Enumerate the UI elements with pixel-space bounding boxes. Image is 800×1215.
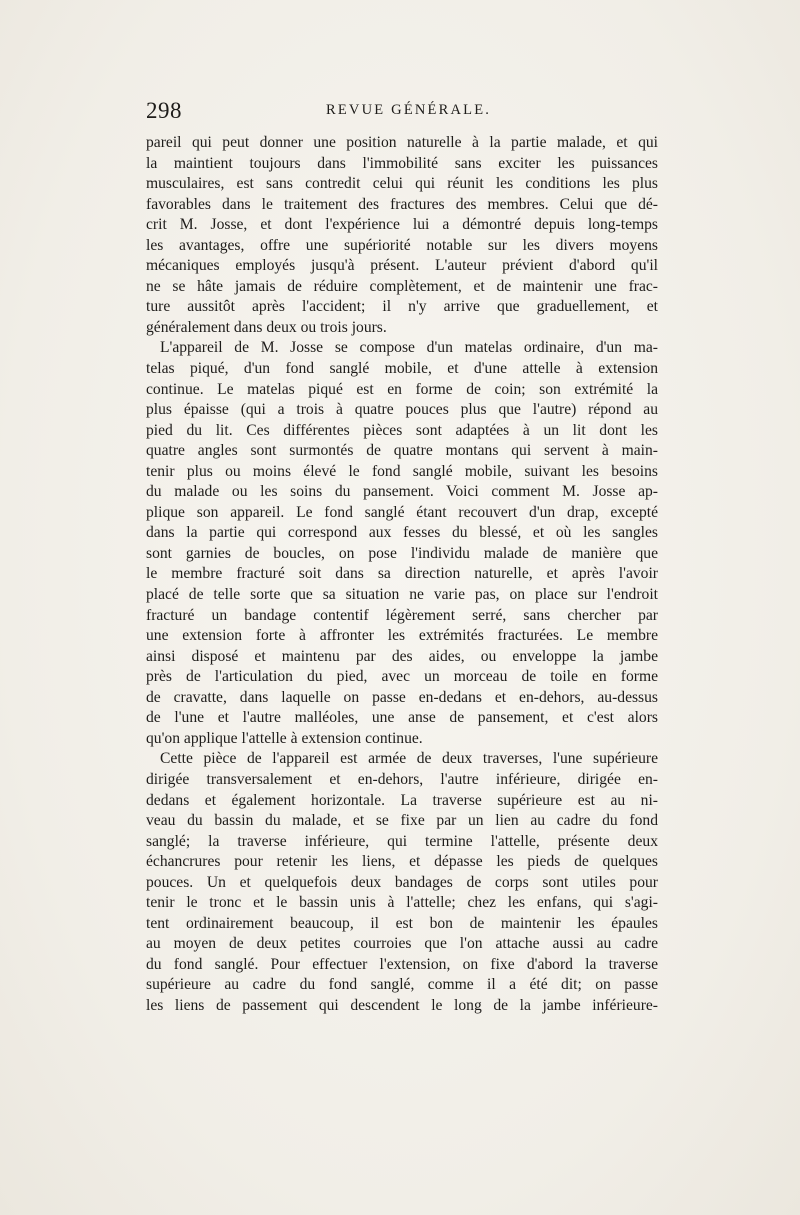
text-line: dirigée transversalement et en-dehors, l'autre inférieure, dirigée en- [146,770,658,788]
text-line: ne se hâte jamais de réduire complètement, et de maintenir une frac- [146,277,658,295]
text-line: de cravatte, dans laquelle on passe en-dedans et en-dehors, au-dessus [146,688,658,706]
text-line: du malade ou les soins du pansement. Voici comment M. Josse ap- [146,483,658,501]
text-line: plique son appareil. Le fond sanglé étant recouvert d'un drap, excepté [146,503,658,521]
text-line: crit M. Josse, et dont l'expérience lui a démontré depuis long-temps [146,216,658,234]
text-line: près de l'articulation du pied, avec un morceau de toile en forme [146,668,658,686]
text-line: généralement dans deux ou trois jours. [146,318,387,336]
text-line: du fond sanglé. Pour effectuer l'extension, on fixe d'abord la traverse [146,955,658,973]
body-text [146,133,658,1017]
text-line: de l'une et l'autre malléoles, une anse de pansement, et c'est alors [146,709,658,727]
text-line: ture aussitôt après l'accident; il n'y arrive que graduellement, et [146,298,658,316]
text-line: une extension forte à affronter les extrémités fracturées. Le membre [146,627,658,645]
text-line: fracturé un bandage contentif légèrement serré, sans chercher par [146,606,658,624]
text-line: tenir plus ou moins élevé le fond sanglé mobile, suivant les besoins [146,462,658,480]
text-line: échancrures pour retenir les liens, et dépasse les pieds de quelques [146,853,658,871]
text-line: favorables dans le traitement des fractures des membres. Celui que dé- [146,195,658,213]
text-line: continue. Le matelas piqué est en forme de coin; son extrémité la [146,380,658,398]
text-line: dans la partie qui correspond aux fesses du blessé, et où les sangles [146,524,658,542]
page-number: 298 [146,98,182,123]
text-line: supérieure au cadre du fond sanglé, comme il a été dit; on passe [146,976,658,994]
text-line: quatre angles sont surmontés de quatre montans qui servent à main- [146,442,658,460]
text-line: dedans et également horizontale. La traverse supérieure est au ni- [146,791,658,809]
text-line: les avantages, offre une supériorité notable sur les divers moyens [146,236,658,254]
text-line: sanglé; la traverse inférieure, qui termine l'attelle, présente deux [146,832,658,850]
text-line: le membre fracturé soit dans sa direction naturelle, et après l'avoir [146,565,658,583]
text-line: la maintient toujours dans l'immobilité sans exciter les puissances [146,154,658,172]
text-line: ainsi disposé et maintenu par des aides, ou enveloppe la jambe [146,647,658,665]
text-line: telas piqué, d'un fond sanglé mobile, et d'une attelle à extension [146,360,658,378]
page-header [146,98,658,128]
text-line: au moyen de deux petites courroies que l'on attache aussi au cadre [146,935,658,953]
text-line: les liens de passement qui descendent le long de la jambe inférieure- [146,996,658,1014]
text-line: tenir le tronc et le bassin unis à l'attelle; chez les enfans, qui s'agi- [146,894,658,912]
text-line: pareil qui peut donner une position naturelle à la partie malade, et qui [146,134,658,151]
text-line: veau du bassin du malade, et se fixe par un lien au cadre du fond [146,812,658,830]
text-line: musculaires, est sans contredit celui qui réunit les conditions les plus [146,175,658,193]
running-head: REVUE GÉNÉRALE. [326,102,492,118]
text-line: qu'on applique l'attelle à extension continue. [146,729,423,747]
text-line: placé de telle sorte que sa situation ne varie pas, on place sur l'endroit [146,586,658,604]
text-line: Cette pièce de l'appareil est armée de deux traverses, l'une supérieure [160,750,658,768]
text-line: pied du lit. Ces différentes pièces sont adaptées à un lit dont les [146,421,658,439]
text-line: plus épaisse (qui a trois à quatre pouces plus que l'autre) répond au [146,401,658,419]
text-line: pouces. Un et quelquefois deux bandages de corps sont utiles pour [146,873,658,891]
text-line: L'appareil de M. Josse se compose d'un matelas ordinaire, d'un ma- [160,339,658,357]
text-line: sont garnies de boucles, on pose l'individu malade de manière que [146,544,658,562]
text-line: mécaniques employés jusqu'à présent. L'auteur prévient d'abord qu'il [146,257,658,275]
text-line: tent ordinairement beaucoup, il est bon de maintenir les épaules [146,914,658,932]
